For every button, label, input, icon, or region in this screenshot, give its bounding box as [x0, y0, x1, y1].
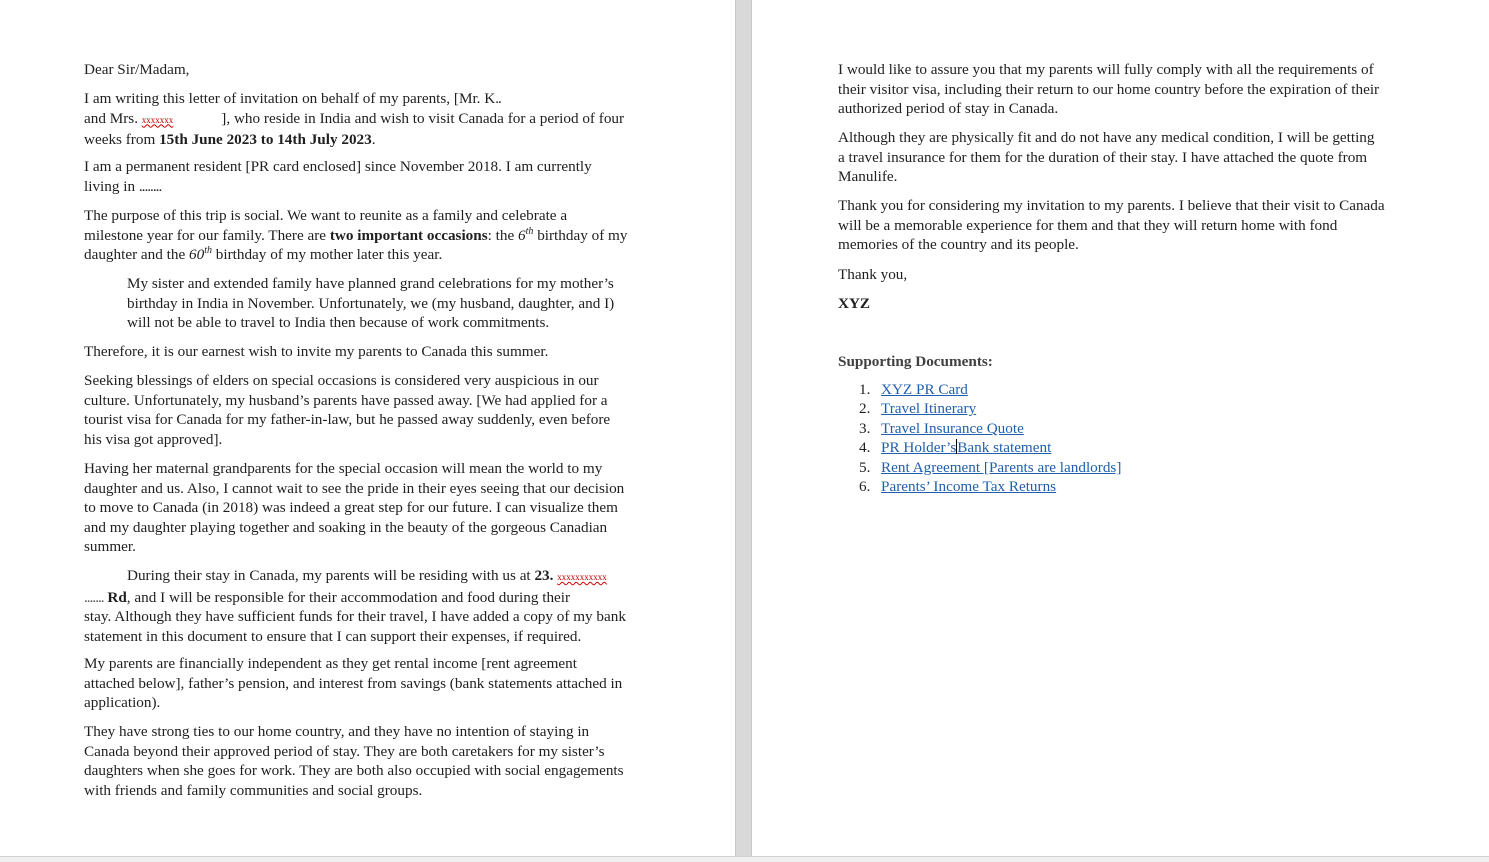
supporting-documents-heading: Supporting Documents: — [838, 353, 993, 370]
paragraph-thanks: Thank you for considering my invitation to my parents. I believe that their visit to Canada will be a memorable experience for them and that they will return home with fond memories of the country and its people. — [838, 197, 1385, 254]
paragraph-ties: They have strong ties to our home country, and they have no intention of staying in Canada beyond their approved period of stay. They are both caretakers for my sister’s daughters when she goes for work. They are both also occupied with social engagements with friends and family communities and social groups. — [84, 723, 624, 799]
paragraph-compliance: I would like to assure you that my parents will fully comply with all the requirements of their visitor visa, including their return to our home country before the expiration of their authorized period of stay in Canada. — [838, 61, 1380, 118]
paragraph-stay: During their stay in Canada, my parents will be residing with us at 23. xxxxxxxxxxx ....... Rd, and I will be responsible for their accommodation and food during their stay. Although they have sufficient funds for their travel, I have added a copy of my bank statement in this document to ensure that I can support their expenses, if required. — [84, 567, 626, 645]
paragraph-blessings: Seeking blessings of elders on special occasions is considered very auspicious in our culture. Unfortunately, my husband’s parents have passed away. [We had applied for a tourist visa for Canada for my father-in-law, but he passed away suddenly, even before his visa got approved]. — [84, 372, 611, 448]
list-item: 1. XYZ PR Card — [859, 381, 968, 398]
list-item: 6. Parents’ Income Tax Returns — [859, 478, 1057, 496]
paragraph-celebrations: My sister and extended family have planned grand celebrations for my mother’s birthday in India in November. Unfortunately, we (my husband, daughter, and I) will not be able to travel to India then because of work commitments. — [127, 275, 615, 332]
paragraph-residency: I am a permanent resident [PR card enclosed] since November 2018. I am currently living in ........ — [84, 158, 592, 195]
list-item: 4. PR Holder’sBank statement — [859, 439, 1052, 457]
list-item: 2. Travel Itinerary — [859, 400, 977, 418]
status-bar — [0, 856, 1489, 862]
document-page-left[interactable] — [0, 0, 735, 856]
paragraph-invitation: I am writing this letter of invitation on behalf of my parents, [Mr. K.. and Mrs. xxxxxxx ], who reside in India and wish to visit Canada for a period of four weeks from 15th June 2023 to 14th July 2023. — [84, 90, 625, 149]
salutation: Dear Sir/Madam, — [84, 61, 190, 78]
supporting-documents-list — [838, 380, 1121, 496]
document-link-pr-card[interactable]: XYZ PR Card — [881, 381, 968, 398]
closing: Thank you, — [838, 266, 908, 283]
document-link-tax-returns[interactable]: Parents’ Income Tax Returns — [881, 478, 1057, 496]
signature: XYZ — [838, 295, 871, 312]
document-link-itinerary[interactable]: Travel Itinerary — [881, 400, 977, 418]
document-link-bank-statement[interactable]: PR Holder’sBank statement — [881, 439, 1052, 457]
list-item: 3. Travel Insurance Quote — [859, 419, 1024, 437]
document-link-insurance-quote[interactable]: Travel Insurance Quote — [881, 419, 1024, 437]
page-gutter — [735, 0, 752, 856]
paragraph-grandparents: Having her maternal grandparents for the special occasion will mean the world to my daughter and us. Also, I cannot wait to see the pride in their eyes seeing that our decision to move to Canada (in 2018) was indeed a great step for our future. I can visualize them and my daughter playing together and soaking in the beauty of the gorgeous Canadian summer. — [84, 460, 625, 556]
document-link-rent-agreement[interactable]: Rent Agreement [Parents are landlords] — [881, 458, 1122, 476]
paragraph-finances: My parents are financially independent as they get rental income [rent agreement attached below], father’s pension, and interest from savings (bank statements attached in application). — [84, 655, 623, 712]
paragraph-purpose: The purpose of this trip is social. We want to reunite as a family and celebrate a milestone year for our family. There are two important occasions: the 6th birthday of my daughter and the 60th birthday of my mother later this year. — [84, 207, 628, 264]
list-item: 5. Rent Agreement [Parents are landlords] — [859, 458, 1122, 476]
paragraph-insurance: Although they are physically fit and do not have any medical condition, I will be getting a travel insurance for them for the duration of their stay. I have attached the quote from Manulife. — [838, 129, 1375, 186]
visit-dates: 15th June 2023 to 14th July 2023 — [159, 131, 372, 149]
paragraph-wish: Therefore, it is our earnest wish to invite my parents to Canada this summer. — [84, 343, 549, 360]
